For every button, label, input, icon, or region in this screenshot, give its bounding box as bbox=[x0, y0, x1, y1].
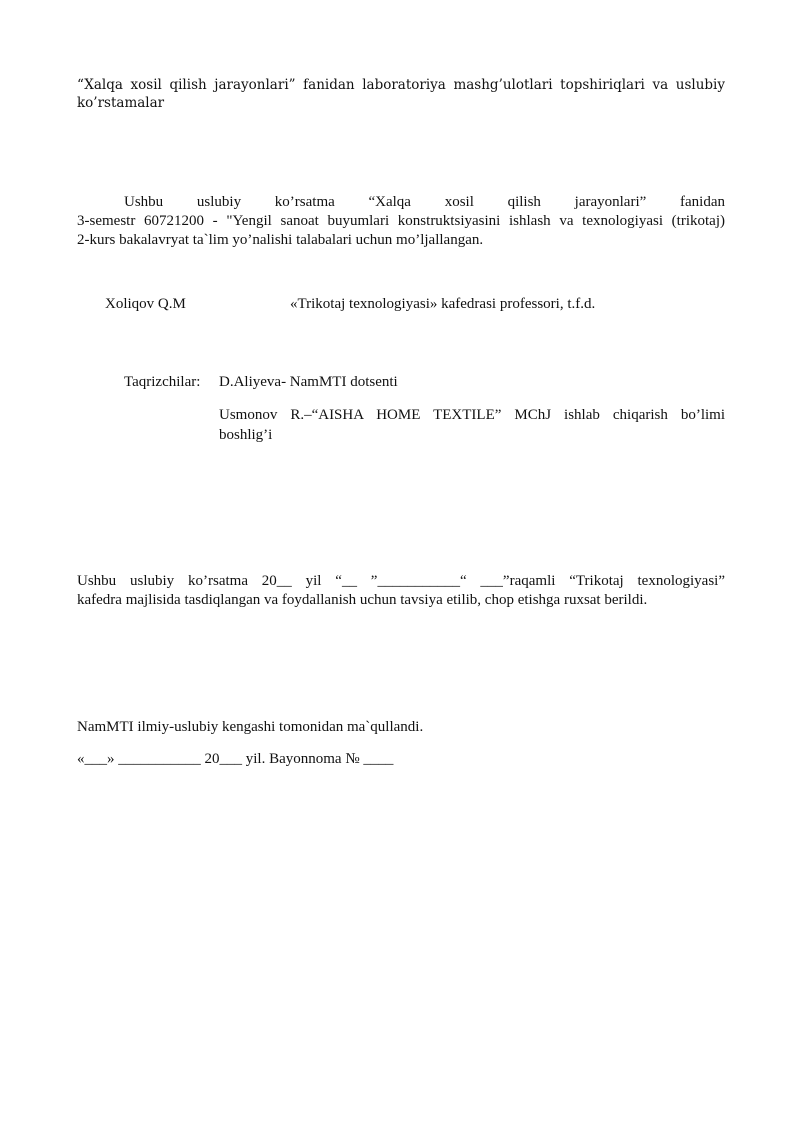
purpose-line-2: 3-semestr 60721200 - "Yengil sanoat buyumlari konstruktsiyasini ishlash va texnologiyasi (trikotaj) bbox=[77, 213, 725, 229]
purpose-line-1: Ushbu uslubiy ko’rsatma “Xalqa xosil qilish jarayonlari” fanidan bbox=[124, 194, 725, 210]
purpose-line-3: 2-kurs bakalavryat ta`lim yo’nalishi talabalari uchun mo’ljallangan. bbox=[77, 232, 484, 248]
author-name: Xoliqov Q.M bbox=[105, 296, 186, 312]
purpose-paragraph bbox=[77, 193, 725, 250]
document-title: “Xalqa xosil qilish jarayonlari” fanidan laboratoriya mashg’ulotlari topshiriqlari va uslubiy ko’rstamalar bbox=[77, 77, 725, 111]
reviewer-1: D.Aliyeva- NamMTI dotsenti bbox=[219, 374, 398, 390]
approval-line-2: kafedra majlisida tasdiqlangan va foydallanish uchun tavsiya etilib, chop etishga ruxsat berildi. bbox=[77, 592, 648, 608]
reviewers-label: Taqrizchilar: bbox=[124, 374, 201, 390]
approval-line-1: Ushbu uslubiy ko’rsatma 20__ yil “__ ”___________“ ___”raqamli “Trikotaj texnologiyasi” bbox=[77, 573, 725, 589]
author-role: «Trikotaj texnologiyasi» kafedrasi professori, t.f.d. bbox=[290, 296, 596, 312]
reviewer-2: Usmonov R.–“AISHA HOME TEXTILE” MChJ ishlab chiqarish bo’limi boshlig’i bbox=[219, 407, 725, 443]
protocol-line: «___» ___________ 20___ yil. Bayonnoma № ____ bbox=[77, 751, 394, 767]
council-approval: NamMTI ilmiy-uslubiy kengashi tomonidan ma`qullandi. bbox=[77, 719, 424, 735]
approval-paragraph bbox=[77, 572, 725, 610]
